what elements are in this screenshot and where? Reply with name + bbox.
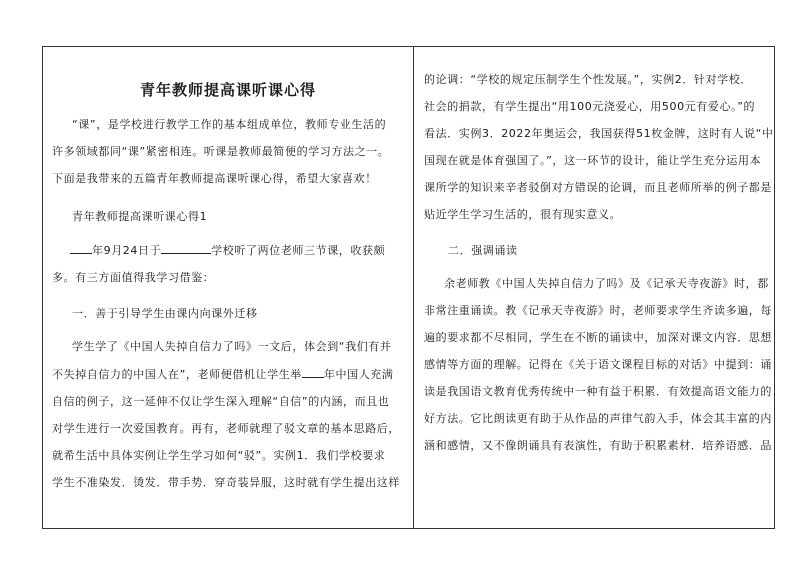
- section-heading: 二．强调诵读: [448, 244, 518, 257]
- paragraph-line: 社会的捐款，有学生提出“用100元浇爱心，用500元有爱心。”的: [424, 100, 756, 113]
- blank-line: [302, 367, 324, 378]
- paragraph-line: 看法．实例3．2022年奥运会，我国获得51枚金牌，这时有人说“中: [424, 127, 774, 140]
- column-divider: [413, 46, 414, 529]
- paragraph-line: “课”，是学校进行教学工作的基本组成单位，教师专业生活的: [72, 118, 387, 131]
- paragraph-line: 遍的要求都不尽相同，学生在不断的诵读中，加深对课文内容．思想: [424, 331, 772, 344]
- paragraph-line: 自信的例子，这一延伸不仅让学生深入理解“自信”的内涵，而且也: [52, 395, 390, 408]
- paragraph-line: 年9月24日于 学校听了两位老师三节课，收获颇: [70, 242, 385, 258]
- paragraph-line: 好方法。它比朗读更有助于从作品的声律气韵入手，体会其丰富的内: [424, 412, 772, 425]
- paragraph-line: 感情等方面的理解。记得在《关于语文课程目标的对话》中提到：诵: [424, 358, 772, 371]
- paragraph-line: 学生不准染发．烫发．带手势．穿奇装异服，这时就有学生提出这样: [52, 476, 400, 489]
- blank-line: [161, 243, 211, 254]
- paragraph-line: 就希生活中具体实例让学生学习如何“驳”。实例1．我们学校要求: [52, 449, 386, 462]
- paragraph-line: 多。有三方面值得我学习借鉴：: [52, 271, 215, 284]
- paragraph-line: 不失掉自信力的中国人在”，老师便借机让学生举 年中国人充满: [52, 368, 394, 381]
- document-title: 青年教师提高课听课心得: [139, 81, 316, 99]
- paragraph-line: 国现在就是体育强国了。”，这一环节的设计，能让学生充分运用本: [424, 154, 762, 167]
- paragraph-line: 对学生进行一次爱国教育。再有，老师就理了驳文章的基本思路后，: [52, 422, 400, 435]
- paragraph-line: 下面是我带来的五篇青年教师提高课听课心得，希望大家喜欢！: [52, 172, 377, 185]
- paragraph-line: 的论调：“学校的规定压制学生个性发展。”，实例2．针对学校．: [424, 73, 752, 86]
- blank-line: [70, 243, 92, 254]
- paragraph-line: 许多领域都同“课”紧密相连。听课是教师最简便的学习方法之一。: [52, 145, 390, 158]
- paragraph-line: 涵和感情，又不像朗诵具有表演性，有助于积累素材．培养语感．品: [424, 439, 772, 452]
- paragraph-line: 学生学了《中国人失掉自信力了吗》一文后，体会到“我们有并: [72, 340, 392, 353]
- paragraph-line: 贴近学生学习生活的，很有现实意义。: [424, 208, 622, 221]
- paragraph-line: 课所学的知识来辛者驳倒对方错误的论调，而且老师所举的例子都是: [424, 181, 772, 194]
- paragraph-line: 余老师教《中国人失掉自信力了吗》及《记承天寺夜游》时，都: [444, 277, 769, 290]
- paragraph-line: 读是我国语文教育优秀传统中一种有益于积累．有效提高语文能力的: [424, 385, 772, 398]
- paragraph-line: 非常注重诵读。教《记承天寺夜游》时，老师要求学生齐读多遍，每: [424, 304, 772, 317]
- section-subtitle: 青年教师提高课听课心得1: [72, 210, 208, 223]
- section-heading: 一．善于引导学生由课内向课外迁移: [72, 307, 258, 320]
